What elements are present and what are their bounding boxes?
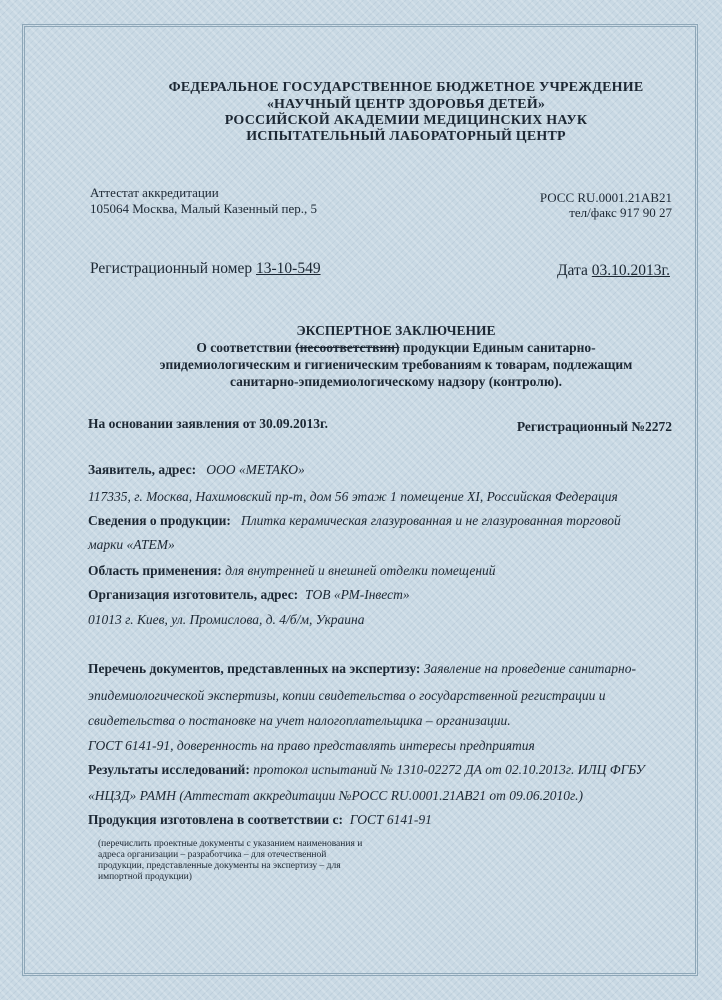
header-line-2: «НАУЧНЫЙ ЦЕНТР ЗДОРОВЬЯ ДЕТЕЙ» <box>266 97 546 112</box>
made-row <box>88 812 432 828</box>
title-subline-3: санитарно-эпидемиологическому надзору (контролю). <box>229 374 563 389</box>
product-row <box>88 513 621 529</box>
results-row <box>88 762 645 778</box>
registration-line <box>90 260 321 278</box>
accreditation-number: РОСС RU.0001.21АВ21 <box>539 190 672 205</box>
manufacturer-label: Организация изготовитель, адрес: <box>88 587 299 602</box>
title-subline-1: О соответствии (несоответствии) продукции Единым санитарно- <box>196 340 596 355</box>
manufacturer-value: ТОВ «РМ-Інвест» <box>304 587 410 602</box>
docs-row <box>88 661 636 677</box>
docs-value-line-4: ГОСТ 6141-91, доверенность на право представлять интересы предприятия <box>88 738 535 753</box>
registration-label: Регистрационный номер <box>90 260 253 277</box>
manufacturer-address: 01013 г. Киев, ул. Промислова, д. 4/б/м, Украина <box>88 612 365 627</box>
basis-reg-number: Регистрационный №2272 <box>516 419 672 434</box>
document-title: ЭКСПЕРТНОЕ ЗАКЛЮЧЕНИЕ <box>296 323 496 338</box>
docs-value-line-3: свидетельства о постановке на учет налогоплательщика – организации. <box>88 713 511 728</box>
docs-label: Перечень документов, представленных на экспертизу: <box>88 661 421 676</box>
org-address: 105064 Москва, Малый Казенный пер., 5 <box>90 201 318 216</box>
scope-row <box>88 563 496 579</box>
product-label: Сведения о продукции: <box>88 513 231 528</box>
made-label: Продукция изготовлена в соответствии с: <box>88 812 344 827</box>
product-value-cont: марки «АТЕМ» <box>88 537 175 552</box>
applicant-value: ООО «МЕТАКО» <box>206 462 305 477</box>
scope-label: Область применения: <box>88 563 222 578</box>
footnote: (перечислить проектные документы с указанием наименования и адреса организации – разработчика – для отечественной продукции, представленные документы на экспертизу – для импортной продукции) <box>98 839 363 882</box>
basis-statement: На основании заявления от 30.09.2013г. <box>88 416 329 431</box>
registration-number: 13-10-549 <box>256 260 321 277</box>
header-line-1: ФЕДЕРАЛЬНОЕ ГОСУДАРСТВЕННОЕ БЮДЖЕТНОЕ УЧРЕЖДЕНИЕ <box>168 80 644 95</box>
accreditation-label: Аттестат аккредитации <box>90 185 219 200</box>
docs-value-line-2: эпидемиологической экспертизы, копии свидетельства о государственной регистрации и <box>88 688 606 703</box>
results-label: Результаты исследований: <box>88 762 250 777</box>
made-value: ГОСТ 6141-91 <box>349 812 432 827</box>
date-label: Дата <box>556 262 588 279</box>
scope-value: для внутренней и внешней отделки помещений <box>225 563 496 578</box>
org-phone: тел/факс 917 90 27 <box>569 205 672 220</box>
docs-value: Заявление на проведение санитарно- <box>423 661 636 676</box>
manufacturer-row <box>88 587 410 603</box>
header-line-3: РОССИЙСКОЙ АКАДЕМИИ МЕДИЦИНСКИХ НАУК <box>224 113 588 128</box>
title-subline-2: эпидемиологическим и гигиеническим требованиям к товарам, подлежащим <box>159 357 633 372</box>
applicant-row <box>88 462 305 478</box>
applicant-label: Заявитель, адрес: <box>88 462 197 477</box>
results-value: протокол испытаний № 1310-02272 ДА от 02.10.2013г. ИЛЦ ФГБУ <box>253 762 645 777</box>
struck-text: (несоответствии) <box>295 340 400 355</box>
date-line <box>557 262 670 280</box>
applicant-address: 117335, г. Москва, Нахимовский пр-т, дом 56 этаж 1 помещение XI, Российская Федерация <box>88 489 618 504</box>
results-value-line-2: «НЦЗД» РАМН (Аттестат аккредитации №РОСС RU.0001.21АВ21 от 09.06.2010г.) <box>88 788 583 803</box>
product-value: Плитка керамическая глазурованная и не глазурованная торговой <box>241 513 621 528</box>
date-value: 03.10.2013г. <box>591 262 670 279</box>
header-line-4: ИСПЫТАТЕЛЬНЫЙ ЛАБОРАТОРНЫЙ ЦЕНТР <box>246 129 566 144</box>
